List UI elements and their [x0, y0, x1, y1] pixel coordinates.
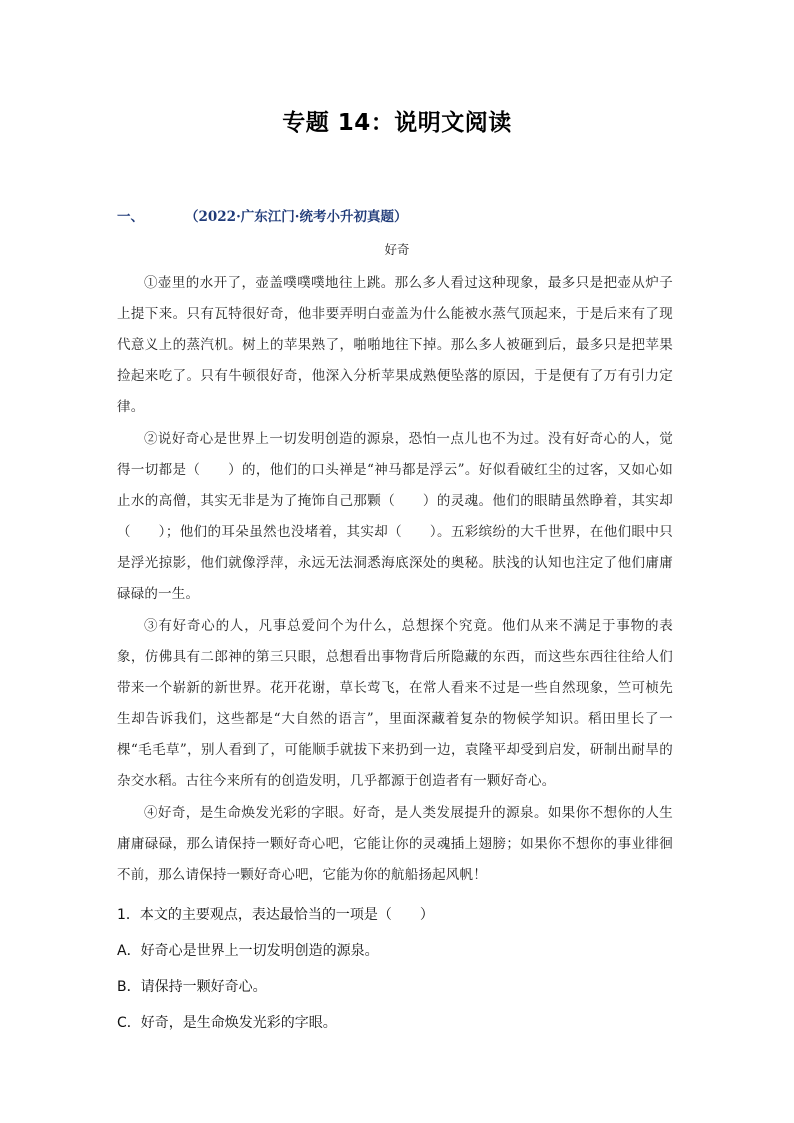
- page-title: 专题 14：说明文阅读: [282, 110, 512, 136]
- section-heading: [117, 205, 407, 225]
- option-a: A．好奇心是世界上一切发明创造的源泉。: [117, 943, 379, 959]
- article-paragraph-4: ④好奇，是生命焕发光彩的字眼。好奇，是人类发展提升的源泉。如果你不想你的人生庸庸碌碌，那么请保持一颗好奇心吧，它能让你的灵魂插上翅膀；如果你不想你的事业徘徊不前，那么请保持一颗好奇心吧，它能为你的航船扬起风帆！: [117, 805, 673, 883]
- article-paragraph-1: ①壶里的水开了，壶盖噗噗噗地往上跳。那么多人看过这种现象，最多只是把壶从炉子上提下来。只有瓦特很好奇，他非要弄明白壶盖为什么能被水蒸气顶起来，于是后来有了现代意义上的蒸汽机。树上的苹果熟了，啪啪地往下掉。那么多人被砸到后，最多只是把苹果捡起来吃了。只有牛顿很好奇，他深入分析苹果成熟便坠落的原因，于是便有了万有引力定律。: [117, 275, 673, 415]
- article-paragraph-2: ②说好奇心是世界上一切发明创造的源泉，恐怕一点儿也不为过。没有好奇心的人，觉得一切都是（ ）的，他们的口头禅是“神马都是浮云”。好似看破红尘的过客，又如心如止水的高僧，其实无非是为了掩饰自己那颗（ ）的灵魂。他们的眼睛虽然睁着，其实却（ ）；他们的耳朵虽然也没堵着，其实却（ ）。五彩缤纷的大千世界，在他们眼中只是浮光掠影，他们就像浮萍，永远无法洞悉海底深处的奥秘。肤浅的认知也注定了他们庸庸碌碌的一生。: [117, 431, 673, 602]
- article-body: [117, 268, 673, 891]
- option-b: B．请保持一颗好奇心。: [117, 979, 267, 995]
- question-stem: 1．本文的主要观点，表达最恰当的一项是（ ）: [117, 907, 434, 923]
- section-number: 一、: [117, 209, 144, 225]
- option-c: C．好奇，是生命焕发光彩的字眼。: [117, 1015, 337, 1031]
- section-source: （2022·广东江门·统考小升初真题）: [185, 209, 408, 225]
- article-paragraph-3: ③有好奇心的人，凡事总爱问个为什么，总想探个究竟。他们从来不满足于事物的表象，仿佛具有二郎神的第三只眼，总想看出事物背后所隐藏的东西，而这些东西往往给人们带来一个崭新的新世界。花开花谢，草长莺飞，在常人看来不过是一些自然现象，竺可桢先生却告诉我们，这些都是“大自然的语言”，里面深藏着复杂的物候学知识。稻田里长了一棵“毛毛草”，别人看到了，可能顺手就拔下来扔到一边，袁隆平却受到启发，研制出耐旱的杂交水稻。古往今来所有的创造发明，几乎都源于创造者有一颗好奇心。: [117, 618, 673, 789]
- question-block: [117, 897, 677, 1041]
- article-title: 好奇: [384, 242, 410, 257]
